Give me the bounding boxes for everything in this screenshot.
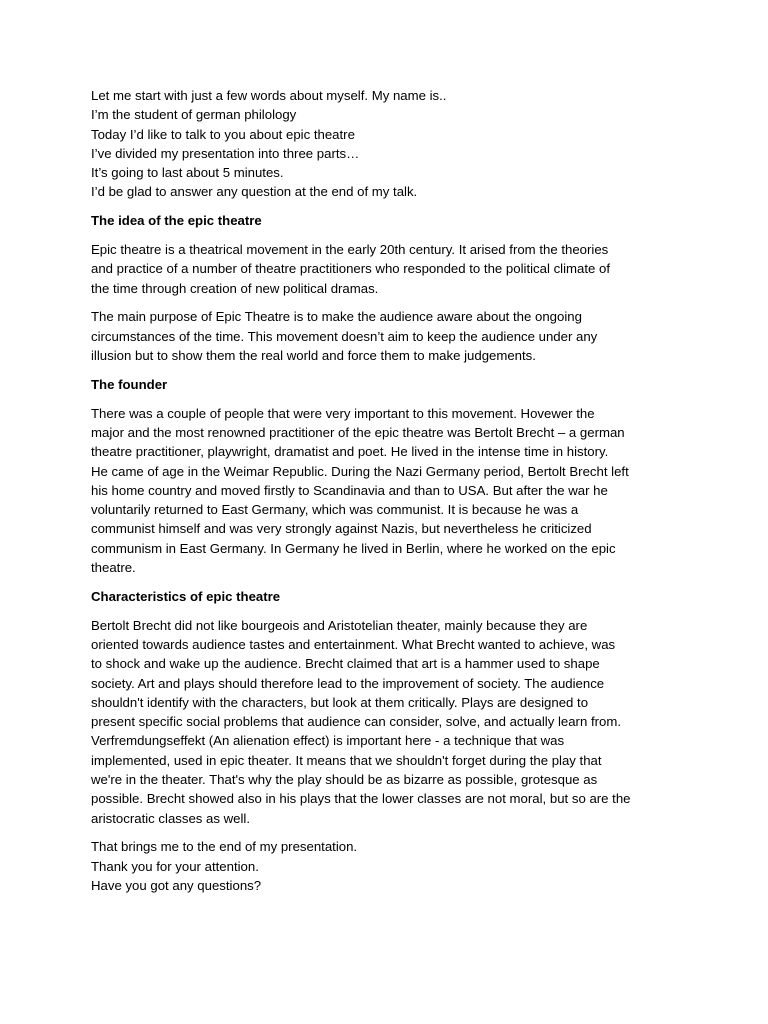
paragraph-line: the time through creation of new political dramas.	[91, 280, 379, 296]
paragraph-line: implemented, used in epic theater. It means that we shouldn't forget during the play that	[91, 752, 602, 768]
intro-line: I’ve divided my presentation into three parts…	[91, 145, 360, 161]
paragraph-line: we're in the theater. That's why the play should be as bizarre as possible, grotesque as	[91, 772, 598, 787]
intro-line: I’d be glad to answer any question at the end of my talk.	[91, 184, 418, 200]
paragraph-line: theatre practitioner, playwright, dramatist and poet. He lived in the intense time in history.	[91, 444, 609, 460]
paragraph-line: communist himself and was very strongly against Nazis, but nevertheless he criticized	[91, 521, 592, 537]
intro-line: It’s going to last about 5 minutes.	[91, 165, 284, 181]
intro-block	[91, 86, 691, 202]
paragraph-characteristics	[91, 616, 691, 828]
section-heading-idea: The idea of the epic theatre	[91, 213, 262, 229]
paragraph-line: society. Art and plays should therefore lead to the improvement of society. The audience	[91, 675, 605, 691]
paragraph-idea-2	[91, 307, 691, 365]
intro-line: I’m the student of german philology	[91, 107, 297, 123]
paragraph-line: his home country and moved firstly to Scandinavia and than to USA. But after the war he	[91, 482, 608, 498]
paragraph-line: theatre.	[91, 560, 136, 576]
paragraph-line: and practice of a number of theatre practitioners who responded to the political climate of	[91, 261, 611, 277]
paragraph-line: The main purpose of Epic Theatre is to make the audience aware about the ongoing	[91, 309, 582, 325]
paragraph-line: oriented towards audience tastes and entertainment. What Brecht wanted to achieve, was	[91, 636, 616, 652]
paragraph-line: voluntarily returned to East Germany, which was communist. It is because he was a	[91, 502, 579, 518]
paragraph-line: present specific social problems that audience can consider, solve, and actually learn from.	[91, 714, 621, 730]
document-page	[91, 86, 691, 905]
intro-line: Today I’d like to talk to you about epic theatre	[91, 126, 355, 142]
paragraph-line: shouldn't identify with the characters, but look at them critically. Plays are designed to	[91, 694, 589, 710]
paragraph-idea-1	[91, 240, 691, 298]
closing-line: That brings me to the end of my presentation.	[91, 839, 358, 855]
paragraph-line: major and the most renowned practitioner of the epic theatre was Bertolt Brecht – a german	[91, 424, 625, 440]
paragraph-line: Epic theatre is a theatrical movement in the early 20th century. It arised from the theories	[91, 242, 609, 258]
paragraph-line: There was a couple of people that were very important to this movement. Hovewer the	[91, 405, 595, 421]
paragraph-line: He came of age in the Weimar Republic. During the Nazi Germany period, Bertolt Brecht left	[91, 463, 629, 479]
section-heading-characteristics: Characteristics of epic theatre	[91, 588, 281, 604]
paragraph-line: to shock and wake up the audience. Brecht claimed that art is a hammer used to shape	[91, 656, 600, 672]
paragraph-line: communism in East Germany. In Germany he lived in Berlin, where he worked on the epic	[91, 540, 616, 556]
paragraph-line: aristocratic classes as well.	[91, 810, 251, 826]
paragraph-line: Verfremdungseffekt (An alienation effect) is important here - a technique that was	[91, 733, 565, 749]
closing-line: Have you got any questions?	[91, 877, 262, 893]
section-heading-founder: The founder	[91, 376, 168, 392]
paragraph-line: illusion but to show them the real world and force them to make judgements.	[91, 348, 536, 364]
paragraph-founder	[91, 404, 691, 578]
paragraph-line: Bertolt Brecht did not like bourgeois and Aristotelian theater, mainly because they are	[91, 617, 588, 633]
paragraph-line: circumstances of the time. This movement doesn’t aim to keep the audience under any	[91, 328, 598, 344]
closing-block	[91, 837, 691, 895]
closing-line: Thank you for your attention.	[91, 858, 259, 874]
paragraph-line: possible. Brecht showed also in his plays that the lower classes are not moral, but so are the	[91, 791, 631, 807]
intro-line: Let me start with just a few words about myself. My name is..	[91, 88, 447, 103]
